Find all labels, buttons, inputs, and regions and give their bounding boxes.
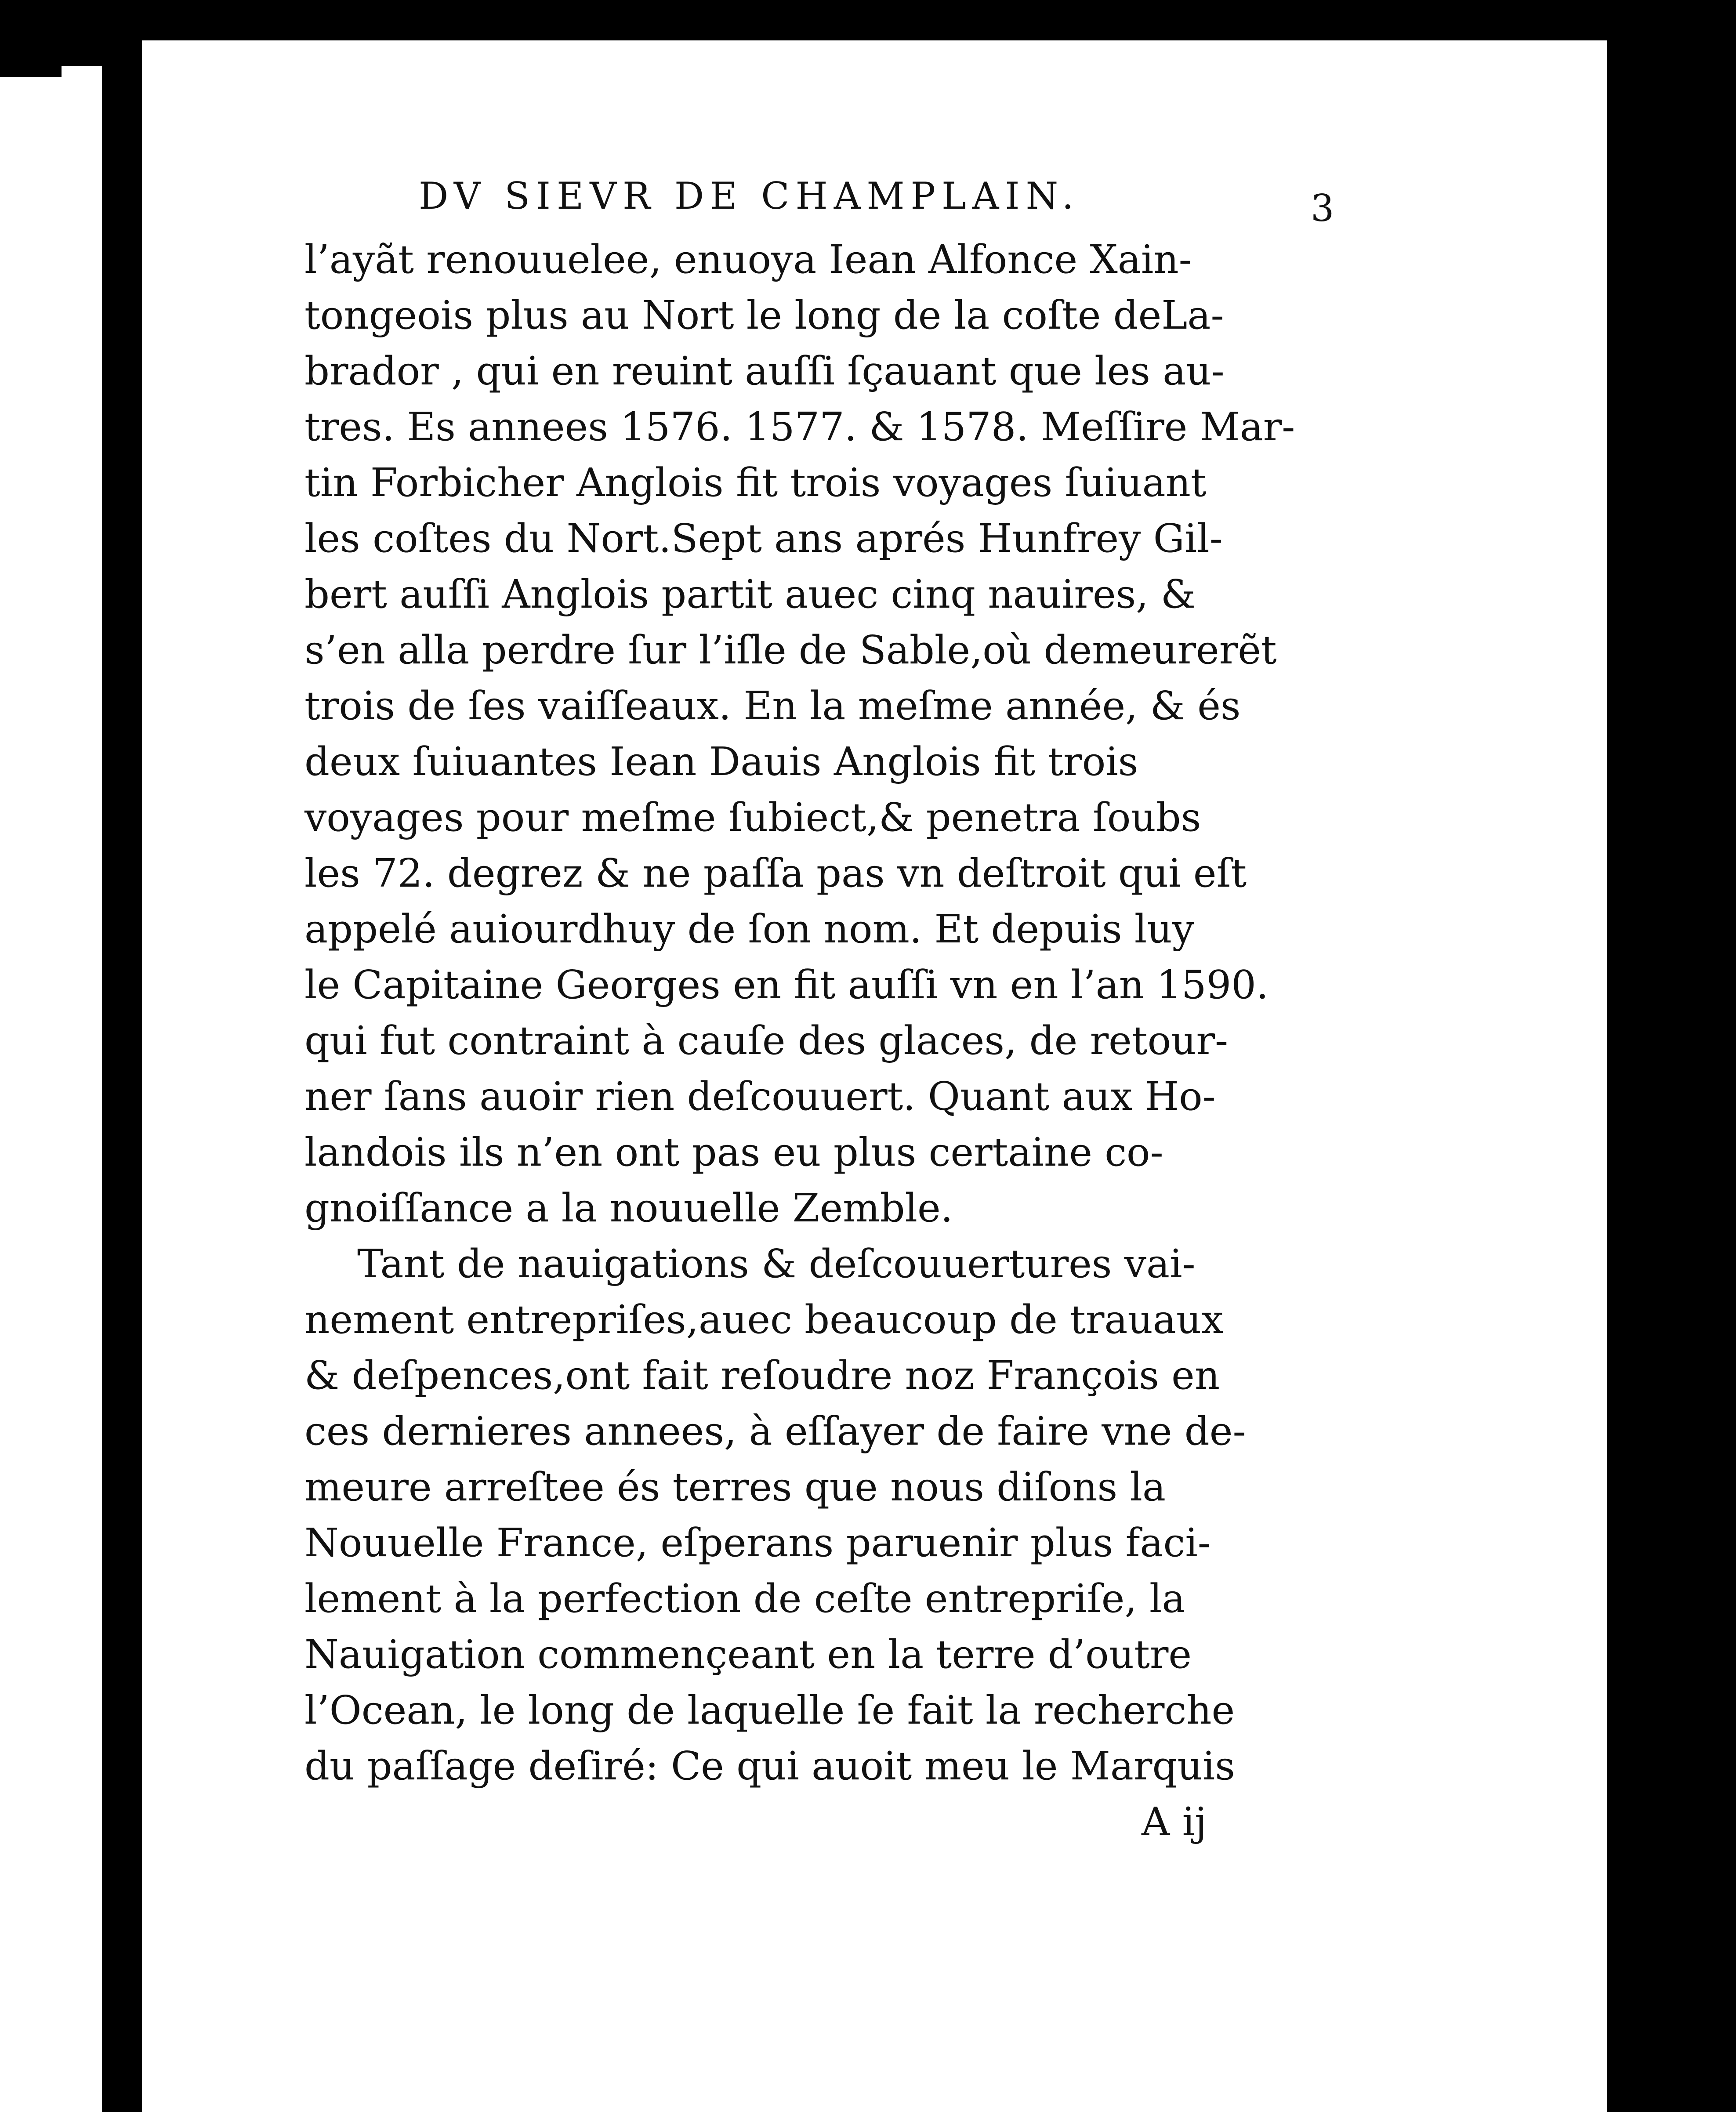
text-line: landois ils n’en ont pas eu plus certaine co- <box>304 1129 1163 1175</box>
text-line: & deſpences,ont fait reſoudre noz François en <box>304 1352 1220 1398</box>
text-line: appelé auiourdhuy de ſon nom. Et depuis luy <box>304 906 1194 952</box>
text-line: Nouuelle France, eſperans paruenir plus faci- <box>304 1520 1211 1565</box>
signature-row <box>304 1794 1355 1860</box>
running-head-title: DV SIEVR DE CHAMPLAIN. <box>419 174 1080 217</box>
text-line: nement entrepriſes,auec beaucoup de trauaux <box>304 1297 1224 1342</box>
text-line: s’en alla perdre ſur l’iſle de Sable,où demeurerẽt <box>304 627 1277 673</box>
text-line: tin Forbicher Anglois fit trois voyages ſuiuant <box>304 460 1207 505</box>
text-line: les 72. degrez & ne paſſa pas vn deſtroit qui eſt <box>304 850 1247 896</box>
text-line: brador , qui en reuint auſſi ſçauant que les au- <box>304 348 1225 394</box>
text-line: l’Ocean, le long de laquelle ſe fait la recherche <box>304 1687 1235 1733</box>
book-page <box>142 40 1607 2112</box>
text-line: trois de ſes vaiſſeaux. En la meſme année, & és <box>304 683 1241 728</box>
text-line: lement à la perfection de ceſte entrepriſe, la <box>304 1576 1185 1621</box>
adjacent-page-notch <box>0 59 62 77</box>
text-line: les coſtes du Nort.Sept ans aprés Hunfrey Gil- <box>304 515 1223 561</box>
text-column <box>304 174 1355 1860</box>
text-line: deux ſuiuantes Iean Dauis Anglois fit trois <box>304 739 1138 784</box>
text-line: Nauigation commençeant en la terre d’outre <box>304 1631 1192 1677</box>
text-line: gnoiſſance a la nouuelle Zemble. <box>304 1185 953 1231</box>
adjacent-page-edge <box>0 66 102 2112</box>
signature-mark: A ij <box>1142 1799 1207 1844</box>
text-line: du paſſage deſiré: Ce qui auoit meu le Marquis <box>304 1743 1235 1789</box>
text-line: le Capitaine Georges en fit auſſi vn en l’an 1590. <box>304 962 1269 1007</box>
text-line: ner ſans auoir rien deſcouuert. Quant aux Ho- <box>304 1073 1216 1119</box>
running-head <box>304 174 1355 232</box>
text-line: qui fut contraint à cauſe des glaces, de retour- <box>304 1018 1229 1063</box>
text-line: tongeois plus au Nort le long de la coſte deLa- <box>304 292 1224 338</box>
paragraph-1 <box>304 232 1355 1236</box>
page-number: 3 <box>1311 187 1341 230</box>
text-line: meure arreſtee és terres que nous diſons la <box>304 1464 1166 1510</box>
text-line: ces dernieres annees, à eſſayer de faire vne de- <box>304 1408 1246 1454</box>
text-line: Tant de nauigations & deſcouuertures vai- <box>357 1241 1196 1286</box>
paragraph-2 <box>304 1236 1355 1794</box>
text-line: tres. Es annees 1576. 1577. & 1578. Meſſire Mar- <box>304 404 1295 449</box>
text-line: bert auſſi Anglois partit auec cinq nauires, & <box>304 571 1196 617</box>
text-line: voyages pour meſme ſubiect,& penetra ſoubs <box>304 794 1201 840</box>
text-line: l’ayãt renouuelee, enuoya Iean Alfonce Xain- <box>304 236 1192 282</box>
